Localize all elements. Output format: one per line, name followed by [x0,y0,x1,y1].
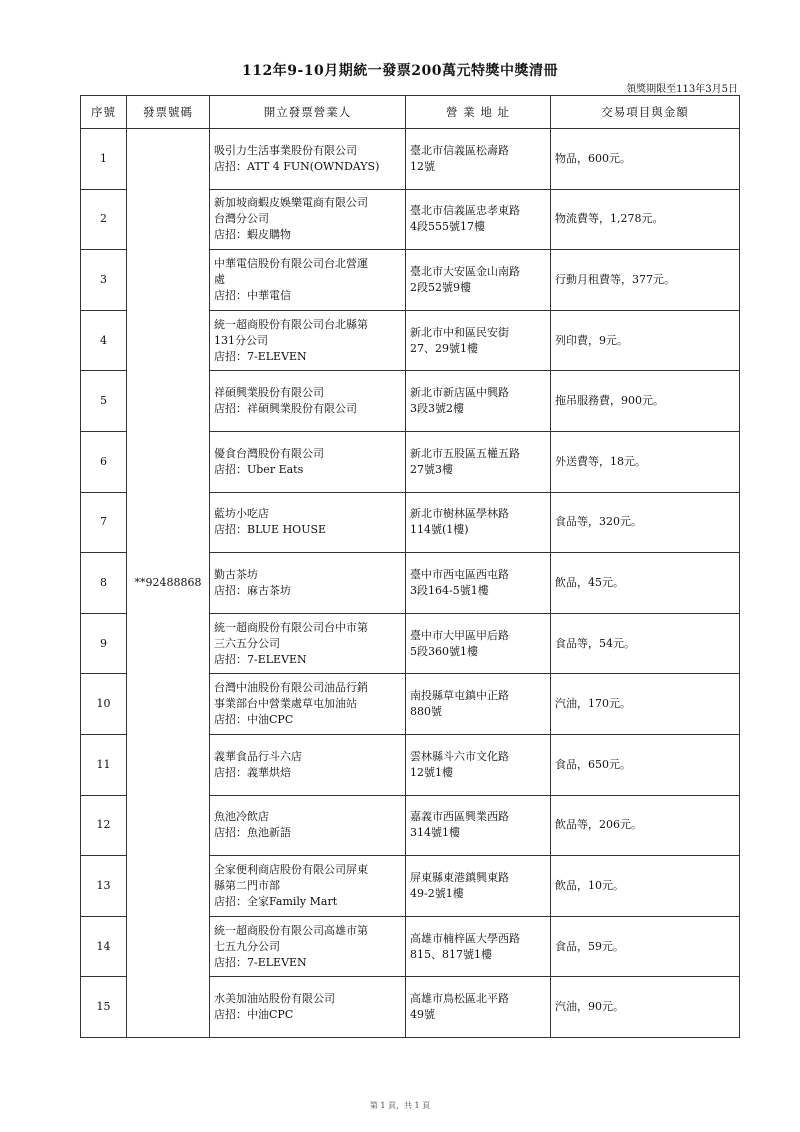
header-merchant: 開立發票營業人 [210,96,406,129]
row-address [406,431,551,492]
row-address [406,189,551,250]
merchant-text: 勤古茶坊 店招：麻古茶坊 [214,567,291,597]
row-address [406,674,551,735]
row-merchant [210,795,406,856]
row-transaction: 汽油，170元。 [551,674,740,735]
address-text: 南投縣草屯鎮中正路 880號 [410,689,509,719]
row-merchant [210,129,406,190]
address-text: 嘉義市西區興業西路 314號1樓 [410,810,509,840]
merchant-text: 藍坊小吃店 店招：BLUE HOUSE [214,507,327,537]
address-text: 臺北市信義區忠孝東路 4段555號17樓 [410,204,520,234]
merchant-text: 統一超商股份有限公司台中市第 三六五分公司 店招：7-ELEVEN [214,620,368,666]
address-text: 新北市中和區民安街 27、29號1樓 [410,325,509,355]
row-address [406,613,551,674]
invoice-number: **92488868 [127,129,210,1038]
row-seq: 14 [81,916,127,977]
row-address [406,553,551,614]
row-transaction: 食品，59元。 [551,916,740,977]
row-seq: 4 [81,310,127,371]
row-address [406,795,551,856]
row-seq: 6 [81,431,127,492]
row-merchant [210,613,406,674]
row-address [406,492,551,553]
table-row [81,129,740,190]
merchant-text: 魚池冷飲店 店招：魚池新語 [214,810,291,840]
row-transaction: 飲品等，206元。 [551,795,740,856]
row-merchant [210,189,406,250]
row-seq: 13 [81,856,127,917]
row-address [406,916,551,977]
row-seq: 12 [81,795,127,856]
row-merchant [210,371,406,432]
row-address [406,734,551,795]
table-body [81,129,740,1038]
merchant-text: 統一超商股份有限公司台北縣第 131分公司 店招：7-ELEVEN [214,317,368,363]
merchant-text: 中華電信股份有限公司台北營運 處 店招：中華電信 [214,256,368,302]
header-address: 營 業 地 址 [406,96,551,129]
row-transaction: 食品等，320元。 [551,492,740,553]
row-address [406,250,551,311]
merchant-text: 優食台灣股份有限公司 店招：Uber Eats [214,446,324,476]
row-seq: 8 [81,553,127,614]
row-transaction: 列印費，9元。 [551,310,740,371]
row-transaction: 食品等，54元。 [551,613,740,674]
merchant-text: 全家便利商店股份有限公司屏東 縣第二門市部 店招：全家Family Mart [214,862,368,908]
row-merchant [210,856,406,917]
merchant-text: 義華食品行斗六店 店招：義華烘焙 [214,749,302,779]
header-transaction: 交易項目與金額 [551,96,740,129]
merchant-text: 台灣中油股份有限公司油品行銷 事業部台中營業處草屯加油站 店招：中油CPC [214,681,368,727]
address-text: 高雄市鳥松區北平路 49號 [410,992,509,1022]
row-transaction: 行動月租費等，377元。 [551,250,740,311]
row-address [406,310,551,371]
address-text: 雲林縣斗六市文化路 12號1樓 [410,749,509,779]
row-merchant [210,674,406,735]
row-transaction: 物流費等，1,278元。 [551,189,740,250]
row-seq: 15 [81,977,127,1038]
row-address [406,129,551,190]
page-footer: 第 1 頁，共 1 頁 [369,1101,431,1110]
row-address [406,371,551,432]
header-seq: 序號 [81,96,127,129]
row-seq: 10 [81,674,127,735]
table-header-row [81,96,740,129]
row-transaction: 飲品，45元。 [551,553,740,614]
address-text: 臺中市西屯區西屯路 3段164-5號1樓 [410,567,509,597]
row-seq: 5 [81,371,127,432]
row-address [406,856,551,917]
address-text: 臺北市信義區松壽路 12號 [410,143,509,173]
address-text: 高雄市楠梓區大學西路 815、817號1樓 [410,931,520,961]
row-merchant [210,734,406,795]
row-seq: 11 [81,734,127,795]
row-merchant [210,492,406,553]
page-title: 112年9-10月期統一發票200萬元特獎中獎清冊 [242,63,558,79]
merchant-text: 統一超商股份有限公司高雄市第 七五九分公司 店招：7-ELEVEN [214,923,368,969]
row-merchant [210,250,406,311]
address-text: 臺中市大甲區甲后路 5段360號1樓 [410,628,509,658]
row-transaction: 飲品，10元。 [551,856,740,917]
address-text: 新北市五股區五權五路 27號3樓 [410,446,520,476]
row-seq: 9 [81,613,127,674]
merchant-text: 水美加油站股份有限公司 店招：中油CPC [214,992,335,1022]
row-merchant [210,310,406,371]
row-transaction: 拖吊服務費，900元。 [551,371,740,432]
row-transaction: 食品，650元。 [551,734,740,795]
row-merchant [210,553,406,614]
row-merchant [210,916,406,977]
address-text: 新北市新店區中興路 3段3號2樓 [410,386,509,416]
row-merchant [210,977,406,1038]
row-transaction: 汽油，90元。 [551,977,740,1038]
merchant-text: 新加坡商蝦皮娛樂電商有限公司 台灣分公司 店招：蝦皮購物 [214,196,368,242]
merchant-text: 吸引力生活事業股份有限公司 店招：ATT 4 FUN(OWNDAYS) [214,143,380,173]
row-merchant [210,431,406,492]
header-invoice: 發票號碼 [127,96,210,129]
claim-deadline: 領獎期限至113年3月5日 [626,84,738,95]
row-seq: 7 [81,492,127,553]
winners-table [80,95,740,1038]
address-text: 屏東縣東港鎮興東路 49-2號1樓 [410,870,509,900]
row-transaction: 物品，600元。 [551,129,740,190]
row-seq: 2 [81,189,127,250]
address-text: 新北市樹林區學林路 114號(1樓) [410,507,509,537]
merchant-text: 祥碩興業股份有限公司 店招：祥碩興業股份有限公司 [214,386,357,416]
row-seq: 3 [81,250,127,311]
row-address [406,977,551,1038]
row-seq: 1 [81,129,127,190]
row-transaction: 外送費等，18元。 [551,431,740,492]
address-text: 臺北市大安區金山南路 2段52號9樓 [410,264,520,294]
